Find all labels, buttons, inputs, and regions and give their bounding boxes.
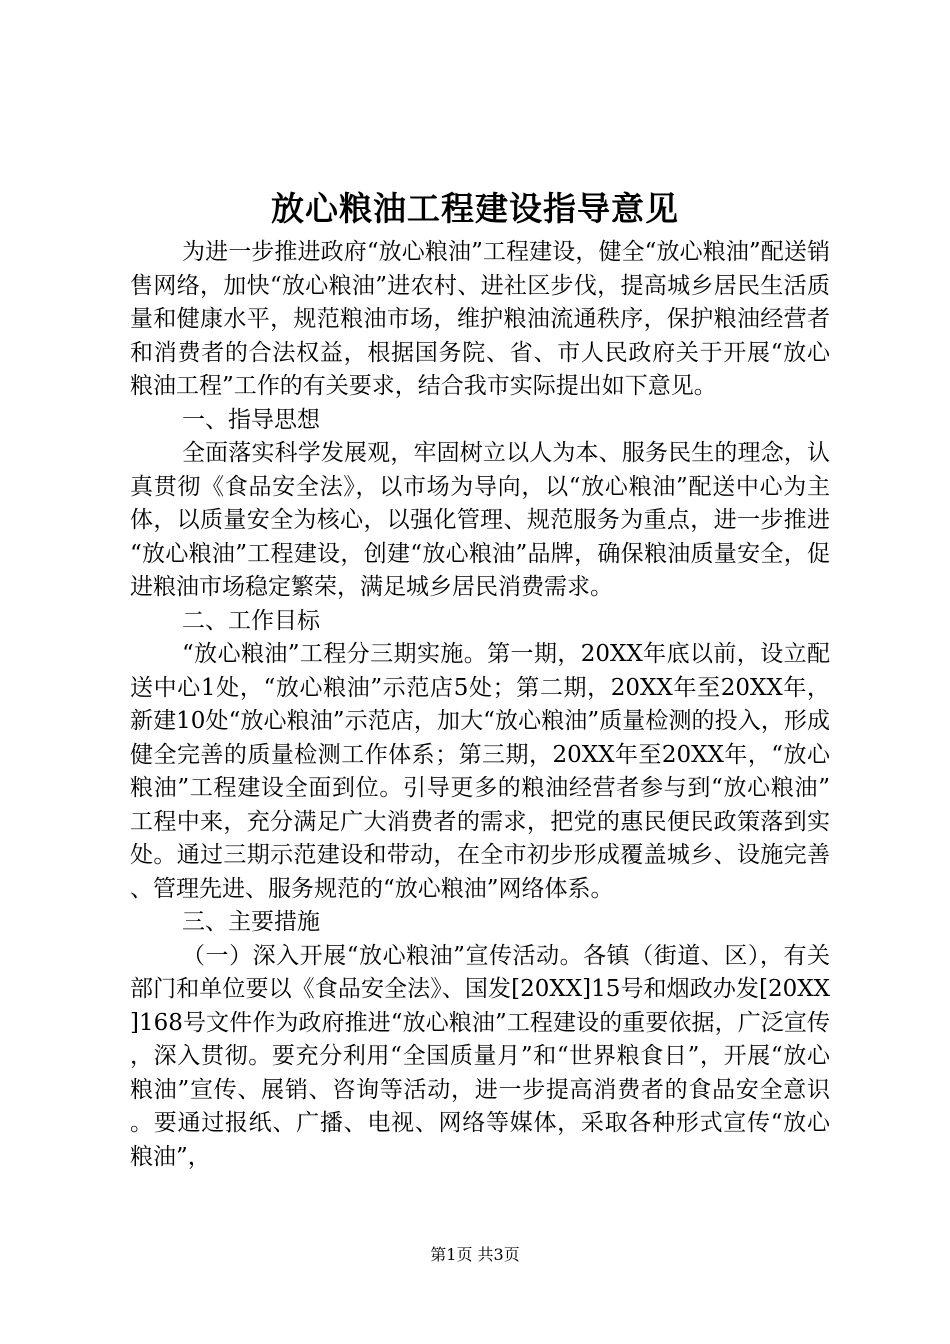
paragraph-measure-one: （一）深入开展“放心粮油”宣传活动。各镇（街道、区），有关部门和单位要以《食品安全法》、国发[20XX]15号和烟政办发[20XX]168号文件作为政府推进“放心粮油”工程建设的重要依据，广泛宣传，深入贯彻。要充分利用“全国质量月”和“世界粮食日”，开展“放心粮油”宣传、展销、咨询等活动，进一步提高消费者的食品安全意识。要通过报纸、广播、电视、网络等媒体，采取各种形式宣传“放心粮油”， [130,942,830,1170]
section-heading-main-measures: 三、主要措施 [182,909,320,935]
document-body [130,236,830,1174]
paragraph-work-goals: “放心粮油”工程分三期实施。第一期，20XX年底以前，设立配送中心1处，“放心粮油”示范店5处；第二期，20XX年至20XX年，新建10处“放心粮油”示范店，加大“放心粮油”质量检测的投入，形成健全完善的质量检测工作体系；第三期，20XX年至20XX年，“放心粮油”工程建设全面到位。引导更多的粮油经营者参与到“放心粮油”工程中来，充分满足广大消费者的需求，把党的惠民便民政策落到实处。通过三期示范建设和带动，在全市初步形成覆盖城乡、设施完善、管理先进、服务规范的“放心粮油”网络体系。 [130,641,830,902]
paragraph-guiding-ideology: 全面落实科学发展观，牢固树立以人为本、服务民生的理念，认真贯彻《食品安全法》，以市场为导向，以“放心粮油”配送中心为主体，以质量安全为核心，以强化管理、规范服务为重点，进一步推进“放心粮油”工程建设，创建“放心粮油”品牌，确保粮油质量安全，促进粮油市场稳定繁荣，满足城乡居民消费需求。 [130,440,830,600]
section-heading-work-goals: 二、工作目标 [182,607,320,634]
section-heading-guiding-ideology: 一、指导思想 [182,406,320,433]
document-title: 放心粮油工程建设指导意见 [271,189,679,228]
page-number-footer: 第1页 共3页 [430,1245,520,1264]
paragraph-intro: 为进一步推进政府“放心粮油”工程建设，健全“放心粮油”配送销售网络，加快“放心粮油”进农村、进社区步伐，提高城乡居民生活质量和健康水平，规范粮油市场，维护粮油流通秩序，保护粮油经营者和消费者的合法权益，根据国务院、省、市人民政府关于开展“放心粮油工程”工作的有关要求，结合我市实际提出如下意见。 [130,239,830,399]
